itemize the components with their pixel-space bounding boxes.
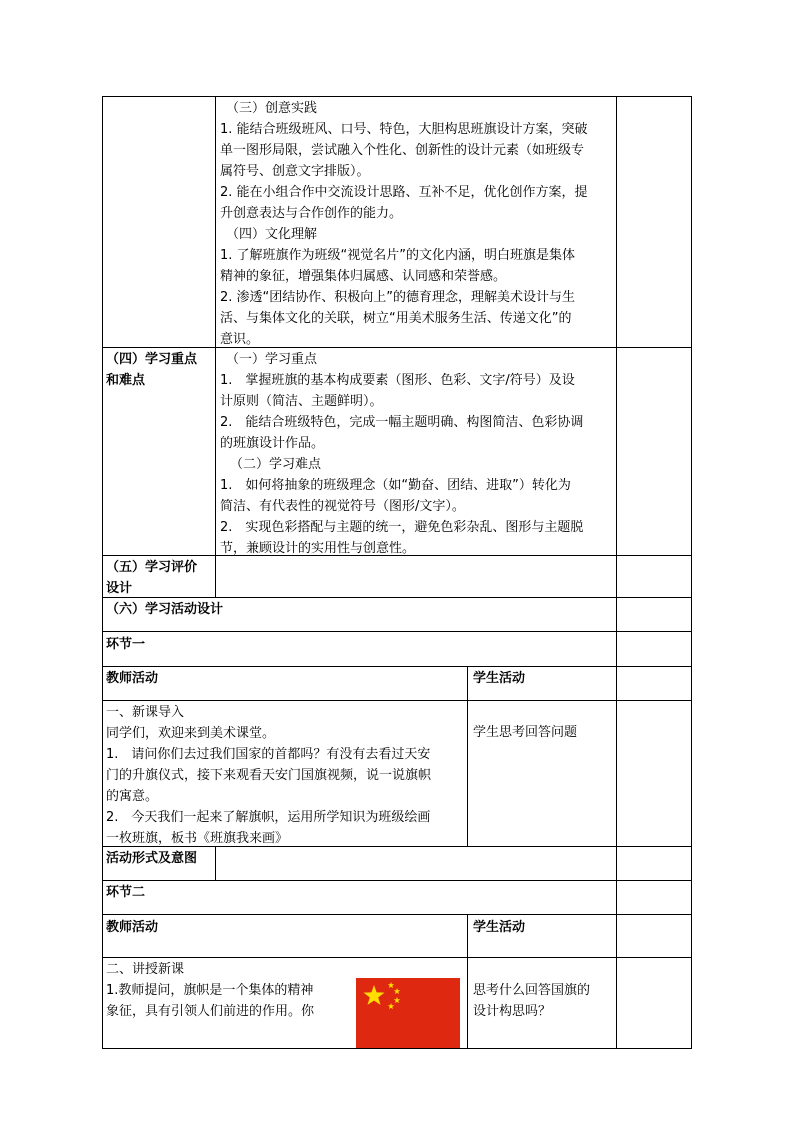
label-line: （六）学习活动设计 xyxy=(106,602,224,617)
label-line: 环节一 xyxy=(106,637,146,652)
column-divider xyxy=(215,96,216,598)
text-line: 1.教师提问，旗帜是一个集体的精神 xyxy=(106,983,314,998)
text-line: 意识。 xyxy=(220,332,260,347)
text-line: 精神的象征，增强集体归属感、认同感和荣誉感。 xyxy=(220,269,507,284)
text-line: 学生思考回答问题 xyxy=(473,725,578,740)
label-line: 和难点 xyxy=(106,373,146,388)
column-divider xyxy=(616,96,617,1049)
teacher-activity-content xyxy=(106,959,356,1022)
activity-form-label xyxy=(106,848,214,869)
flag-icon xyxy=(356,978,460,1048)
section-one-label xyxy=(106,634,606,655)
text-line: 计原则（简洁、主题鲜明）。 xyxy=(220,394,383,409)
column-divider xyxy=(215,846,216,881)
text-line: 的寓意。 xyxy=(106,789,159,804)
objectives-cell xyxy=(220,98,614,350)
key-points-cell xyxy=(220,349,614,559)
text-line: 思考什么回答国旗的 xyxy=(473,983,591,998)
header-text: 教师活动 xyxy=(106,920,159,935)
text-line: 2. 能在小组合作中交流设计思路、互补不足，优化创作方案，提 xyxy=(220,185,588,200)
student-activity-header xyxy=(473,917,613,938)
text-line: 单一图形局限，尝试融入个性化、创新性的设计元素（如班级专 xyxy=(220,143,585,158)
section-heading: （三）创意实践 xyxy=(226,101,318,116)
row-divider xyxy=(102,631,692,632)
text-line: 的班旗设计作品。 xyxy=(220,436,325,451)
section-heading: （一）学习重点 xyxy=(226,352,318,367)
text-line: 2. 今天我们一起来了解旗帜，运用所学知识为班级绘画 xyxy=(106,810,431,825)
section-two-label xyxy=(106,882,606,903)
text-line: 1. 如何将抽象的班级理念（如“勤奋、团结、进取”）转化为 xyxy=(220,478,571,493)
text-line: 设计构思吗？ xyxy=(473,1004,552,1019)
text-line: 活、与集体文化的关联，树立“用美术服务生活、传递文化”的 xyxy=(220,311,572,326)
text-line: 2. 实现色彩搭配与主题的统一，避免色彩杂乱、图形与主题脱 xyxy=(220,520,584,535)
flag-graphic xyxy=(356,978,460,1048)
text-line: 升创意表达与合作创作的能力。 xyxy=(220,206,403,221)
table-left-border xyxy=(102,96,103,1049)
header-text: 学生活动 xyxy=(473,671,526,686)
teacher-activity-header xyxy=(106,917,456,938)
text-line: 门的升旗仪式，接下来观看天安门国旗视频，说一说旗帜 xyxy=(106,768,432,783)
header-text: 教师活动 xyxy=(106,671,159,686)
text-line: 一、新课导入 xyxy=(106,705,185,720)
label-line: （五）学习评价 xyxy=(106,560,198,575)
column-divider xyxy=(467,666,468,847)
student-activity-content xyxy=(473,722,613,743)
table-top-border xyxy=(102,96,692,97)
text-line: 1. 能结合班级班风、口号、特色，大胆构思班旗设计方案，突破 xyxy=(220,122,588,137)
student-activity-content xyxy=(473,980,613,1022)
flag-field xyxy=(356,978,460,1048)
table-bottom-border xyxy=(102,1048,692,1049)
label-line: （四）学习重点 xyxy=(106,352,198,367)
label-line: 环节二 xyxy=(106,885,146,900)
text-line: 一枚班旗，板书《班旗我来画》 xyxy=(106,831,289,846)
table-right-border xyxy=(691,96,692,1049)
teacher-activity-header xyxy=(106,668,456,689)
teacher-activity-content xyxy=(106,702,464,849)
student-activity-header xyxy=(473,668,613,689)
row-divider xyxy=(102,880,692,881)
text-line: 1. 掌握班旗的基本构成要素（图形、色彩、文字/符号）及设 xyxy=(220,373,575,388)
text-line: 同学们，欢迎来到美术课堂。 xyxy=(106,726,276,741)
row-divider xyxy=(102,957,692,958)
text-line: 象征，具有引领人们前进的作用。你 xyxy=(106,1004,315,1019)
text-line: 二、讲授新课 xyxy=(106,962,185,977)
text-line: 1. 请问你们去过我们国家的首都吗？有没有去看过天安 xyxy=(106,747,431,762)
activity-design-label xyxy=(106,599,606,620)
row-divider xyxy=(102,700,692,701)
section-heading: （二）学习难点 xyxy=(230,457,322,472)
row-divider xyxy=(102,666,692,667)
text-line: 简洁、有代表性的视觉符号（图形/文字）。 xyxy=(220,499,465,514)
label-line: 设计 xyxy=(106,581,133,596)
column-divider xyxy=(467,914,468,1049)
text-line: 属符号、创意文字排版）。 xyxy=(220,164,370,179)
text-line: 节，兼顾设计的实用性与创意性。 xyxy=(220,541,416,556)
label-line: 活动形式及意图 xyxy=(106,851,198,866)
text-line: 2. 能结合班级特色，完成一幅主题明确、构图简洁、色彩协调 xyxy=(220,415,584,430)
row-divider xyxy=(102,914,692,915)
text-line: 2. 渗透“团结协作、积极向上”的德育理念，理解美术设计与生 xyxy=(220,290,576,305)
evaluation-label xyxy=(106,557,214,599)
key-points-label xyxy=(106,349,214,391)
header-text: 学生活动 xyxy=(473,920,526,935)
section-heading: （四）文化理解 xyxy=(226,227,318,242)
text-line: 1. 了解班旗作为班级“视觉名片”的文化内涵，明白班旗是集体 xyxy=(220,248,576,263)
